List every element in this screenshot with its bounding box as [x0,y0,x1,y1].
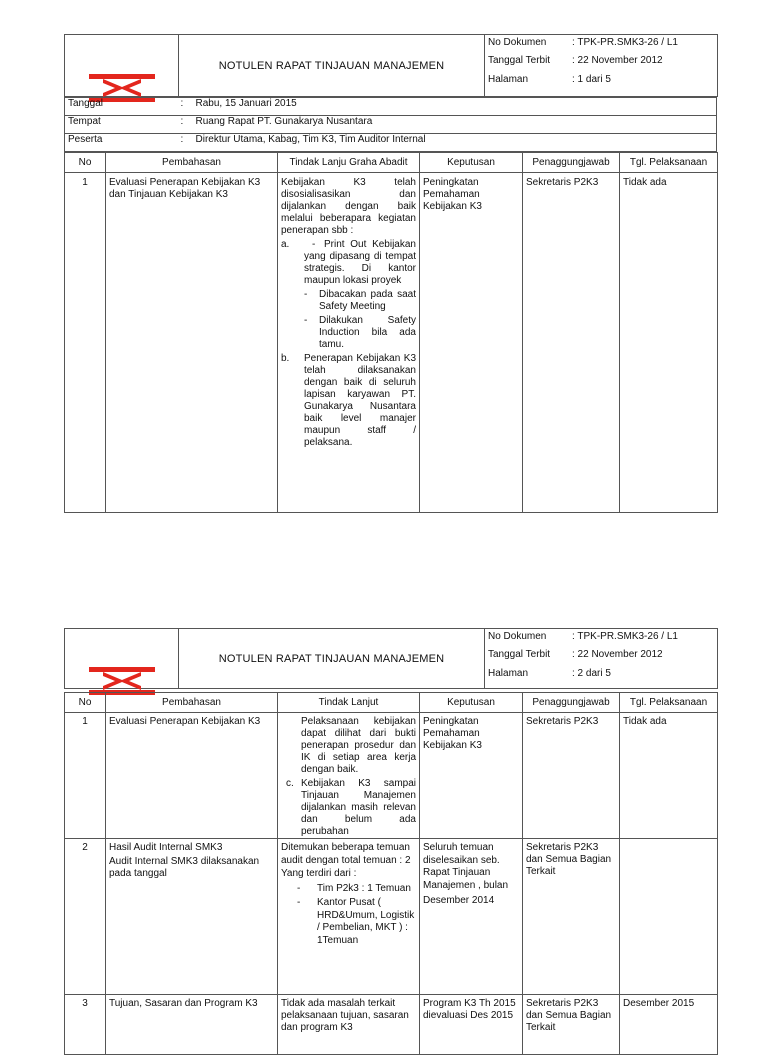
info-value-tanggal: Rabu, 15 Januari 2015 [193,98,717,116]
meta-label-tanggal-terbit: Tanggal Terbit [488,55,551,66]
document-header [64,628,718,689]
row-number: 3 [65,995,106,1055]
col-header-tgl-pelaksanaan: Tgl. Pelaksanaan [620,693,718,713]
bullet-text-print-out: Print Out Kebijakan yang dipasang di tempat strategis. Di kantor maupun lokasi proyek [304,239,416,286]
col-header-tindak-lanjut: Tindak Lanjut [278,693,420,713]
row-number: 1 [65,173,106,513]
meeting-info [64,97,717,152]
col-header-no: No [65,153,106,173]
row-penanggungjawab: Sekretaris P2K3 [523,173,620,513]
list-item: - Tim P2k3 : 1 Temuan [297,882,411,894]
row-tindak-lanjut [278,839,420,995]
bullet-dash: - [312,239,316,250]
row-penanggungjawab: Sekretaris P2K3 [523,713,620,839]
table-row [65,995,718,1055]
col-header-keputusan: Keputusan [420,153,523,173]
info-value-peserta: Direktur Utama, Kabag, Tim K3, Tim Auditor Internal [193,134,717,152]
bullet-list [304,289,416,351]
row-pembahasan [106,839,278,995]
meta-value-halaman: : 2 dari 5 [572,668,611,679]
list-item: - Dilakukan Safety Induction bila ada tamu. [304,315,416,350]
row-tindak-lanjut: Tidak ada masalah terkait pelaksanaan tujuan, sasaran dan program K3 [278,995,420,1055]
col-header-penanggungjawab: Penaggungjawab [523,153,620,173]
list-item: - Kantor Pusat ( HRD&Umum, Logistik / Pembelian, MKT ) : 1Temuan [297,897,415,946]
row-penanggungjawab: Sekretaris P2K3 dan Semua Bagian Terkait [523,995,620,1055]
tindak-intro: Kebijakan K3 telah disosialisasikan dan dijalankan dengan baik melalui beberapara kegiatan penerapan sbb : [281,177,416,236]
minutes-table [64,692,718,1055]
pembahasan-title: Hasil Audit Internal SMK3 [109,842,223,853]
document-title: NOTULEN RAPAT TINJAUAN MANAJEMEN [179,35,485,97]
list-item: - Dibacakan pada saat Safety Meeting [304,289,416,312]
info-label-tempat: Tempat [65,116,181,134]
list-item-c: c. Kebijakan K3 sampai Tinjauan Manajemen dijalankan masih relevan dan belum ada perubahan [286,778,416,837]
row-number: 2 [65,839,106,995]
document-header [64,34,718,97]
table-row [65,173,718,513]
row-keputusan: Program K3 Th 2015 dievaluasi Des 2015 [420,995,523,1055]
row-tgl-pelaksanaan: Tidak ada [620,713,718,839]
meta-value-no-dokumen: : TPK-PR.SMK3-26 / L1 [572,631,678,642]
col-header-pembahasan: Pembahasan [106,153,278,173]
bullet-list [281,883,416,948]
row-number: 1 [65,713,106,839]
row-tgl-pelaksanaan: Desember 2015 [620,995,718,1055]
col-header-keputusan: Keputusan [420,693,523,713]
document-title: NOTULEN RAPAT TINJAUAN MANAJEMEN [179,629,485,689]
row-tgl-pelaksanaan: Tidak ada [620,173,718,513]
list-marker: a. [281,239,290,250]
keputusan-date: Desember 2014 [423,895,495,906]
row-keputusan: Peningkatan Pemahaman Kebijakan K3 [420,173,523,513]
row-penanggungjawab: Sekretaris P2K3 dan Semua Bagian Terkait [523,839,620,995]
logo-cell [65,629,179,689]
info-sep: : [181,116,193,134]
meta-label-halaman: Halaman [488,668,529,679]
col-header-tindak-lanjut: Tindak Lanju Graha Abadit [278,153,420,173]
pembahasan-body: Audit Internal SMK3 dilaksanakan pada tanggal [109,856,260,879]
col-header-penanggungjawab: Penaggungjawab [523,693,620,713]
info-value-tempat: Ruang Rapat PT. Gunakarya Nusantara [193,116,717,134]
row-tgl-pelaksanaan [620,839,718,995]
tindak-intro: Ditemukan beberapa temuan audit dengan total temuan : 2 [281,842,411,866]
meta-value-no-dokumen: : TPK-PR.SMK3-26 / L1 [572,37,678,48]
meta-value-tanggal-terbit: : 22 November 2012 [572,55,663,66]
minutes-table [64,152,718,513]
row-pembahasan: Evaluasi Penerapan Kebijakan K3 [106,713,278,839]
document-meta [485,35,718,97]
table-row [65,839,718,995]
row-pembahasan: Evaluasi Penerapan Kebijakan K3 dan Tinjauan Kebijakan K3 [106,173,278,513]
keputusan-text: Seluruh temuan diselesaikan seb. Rapat Tinjauan Manajemen , bulan [423,842,509,891]
info-sep: : [181,98,193,116]
meta-label-no-dokumen: No Dokumen [488,631,547,642]
col-header-no: No [65,693,106,713]
table-row [65,713,718,839]
meta-label-tanggal-terbit: Tanggal Terbit [488,649,551,660]
info-sep: : [181,134,193,152]
company-logo [89,667,155,695]
info-label-tanggal: Tanggal [65,98,181,116]
logo-cell [65,35,179,97]
row-tindak-lanjut [278,713,420,839]
table-header-row [65,693,718,713]
row-pembahasan: Tujuan, Sasaran dan Program K3 [106,995,278,1055]
page-2 [0,620,768,1033]
list-marker: c. [286,778,294,789]
col-header-pembahasan: Pembahasan [106,693,278,713]
document-meta [485,629,718,689]
tindak-sub: Yang terdiri dari : [281,868,357,879]
col-header-tgl-pelaksanaan: Tgl. Pelaksanaan [620,153,718,173]
row-keputusan: Peningkatan Pemahaman Kebijakan K3 [420,713,523,839]
page-1 [0,0,768,520]
meta-label-halaman: Halaman [488,74,529,85]
list-item-a [281,239,416,351]
row-tindak-lanjut [278,173,420,513]
meta-value-tanggal-terbit: : 22 November 2012 [572,649,663,660]
tindak-continuation: Pelaksanaan kebijakan dapat dilihat dari bukti penerapan prosedur dan IK di setiap area kerja dengan baik. [301,716,416,775]
list-marker: b. [281,353,290,364]
list-item-b: b. Penerapan Kebijakan K3 telah dilaksanakan dengan baik di seluruh lapisan karyawan PT. Gunakarya Nusantara baik level manajer maupun staff / pelaksana. [281,353,416,448]
meta-value-halaman: : 1 dari 5 [572,74,611,85]
row-keputusan [420,839,523,995]
meta-label-no-dokumen: No Dokumen [488,37,547,48]
table-header-row [65,153,718,173]
info-label-peserta: Peserta [65,134,181,152]
